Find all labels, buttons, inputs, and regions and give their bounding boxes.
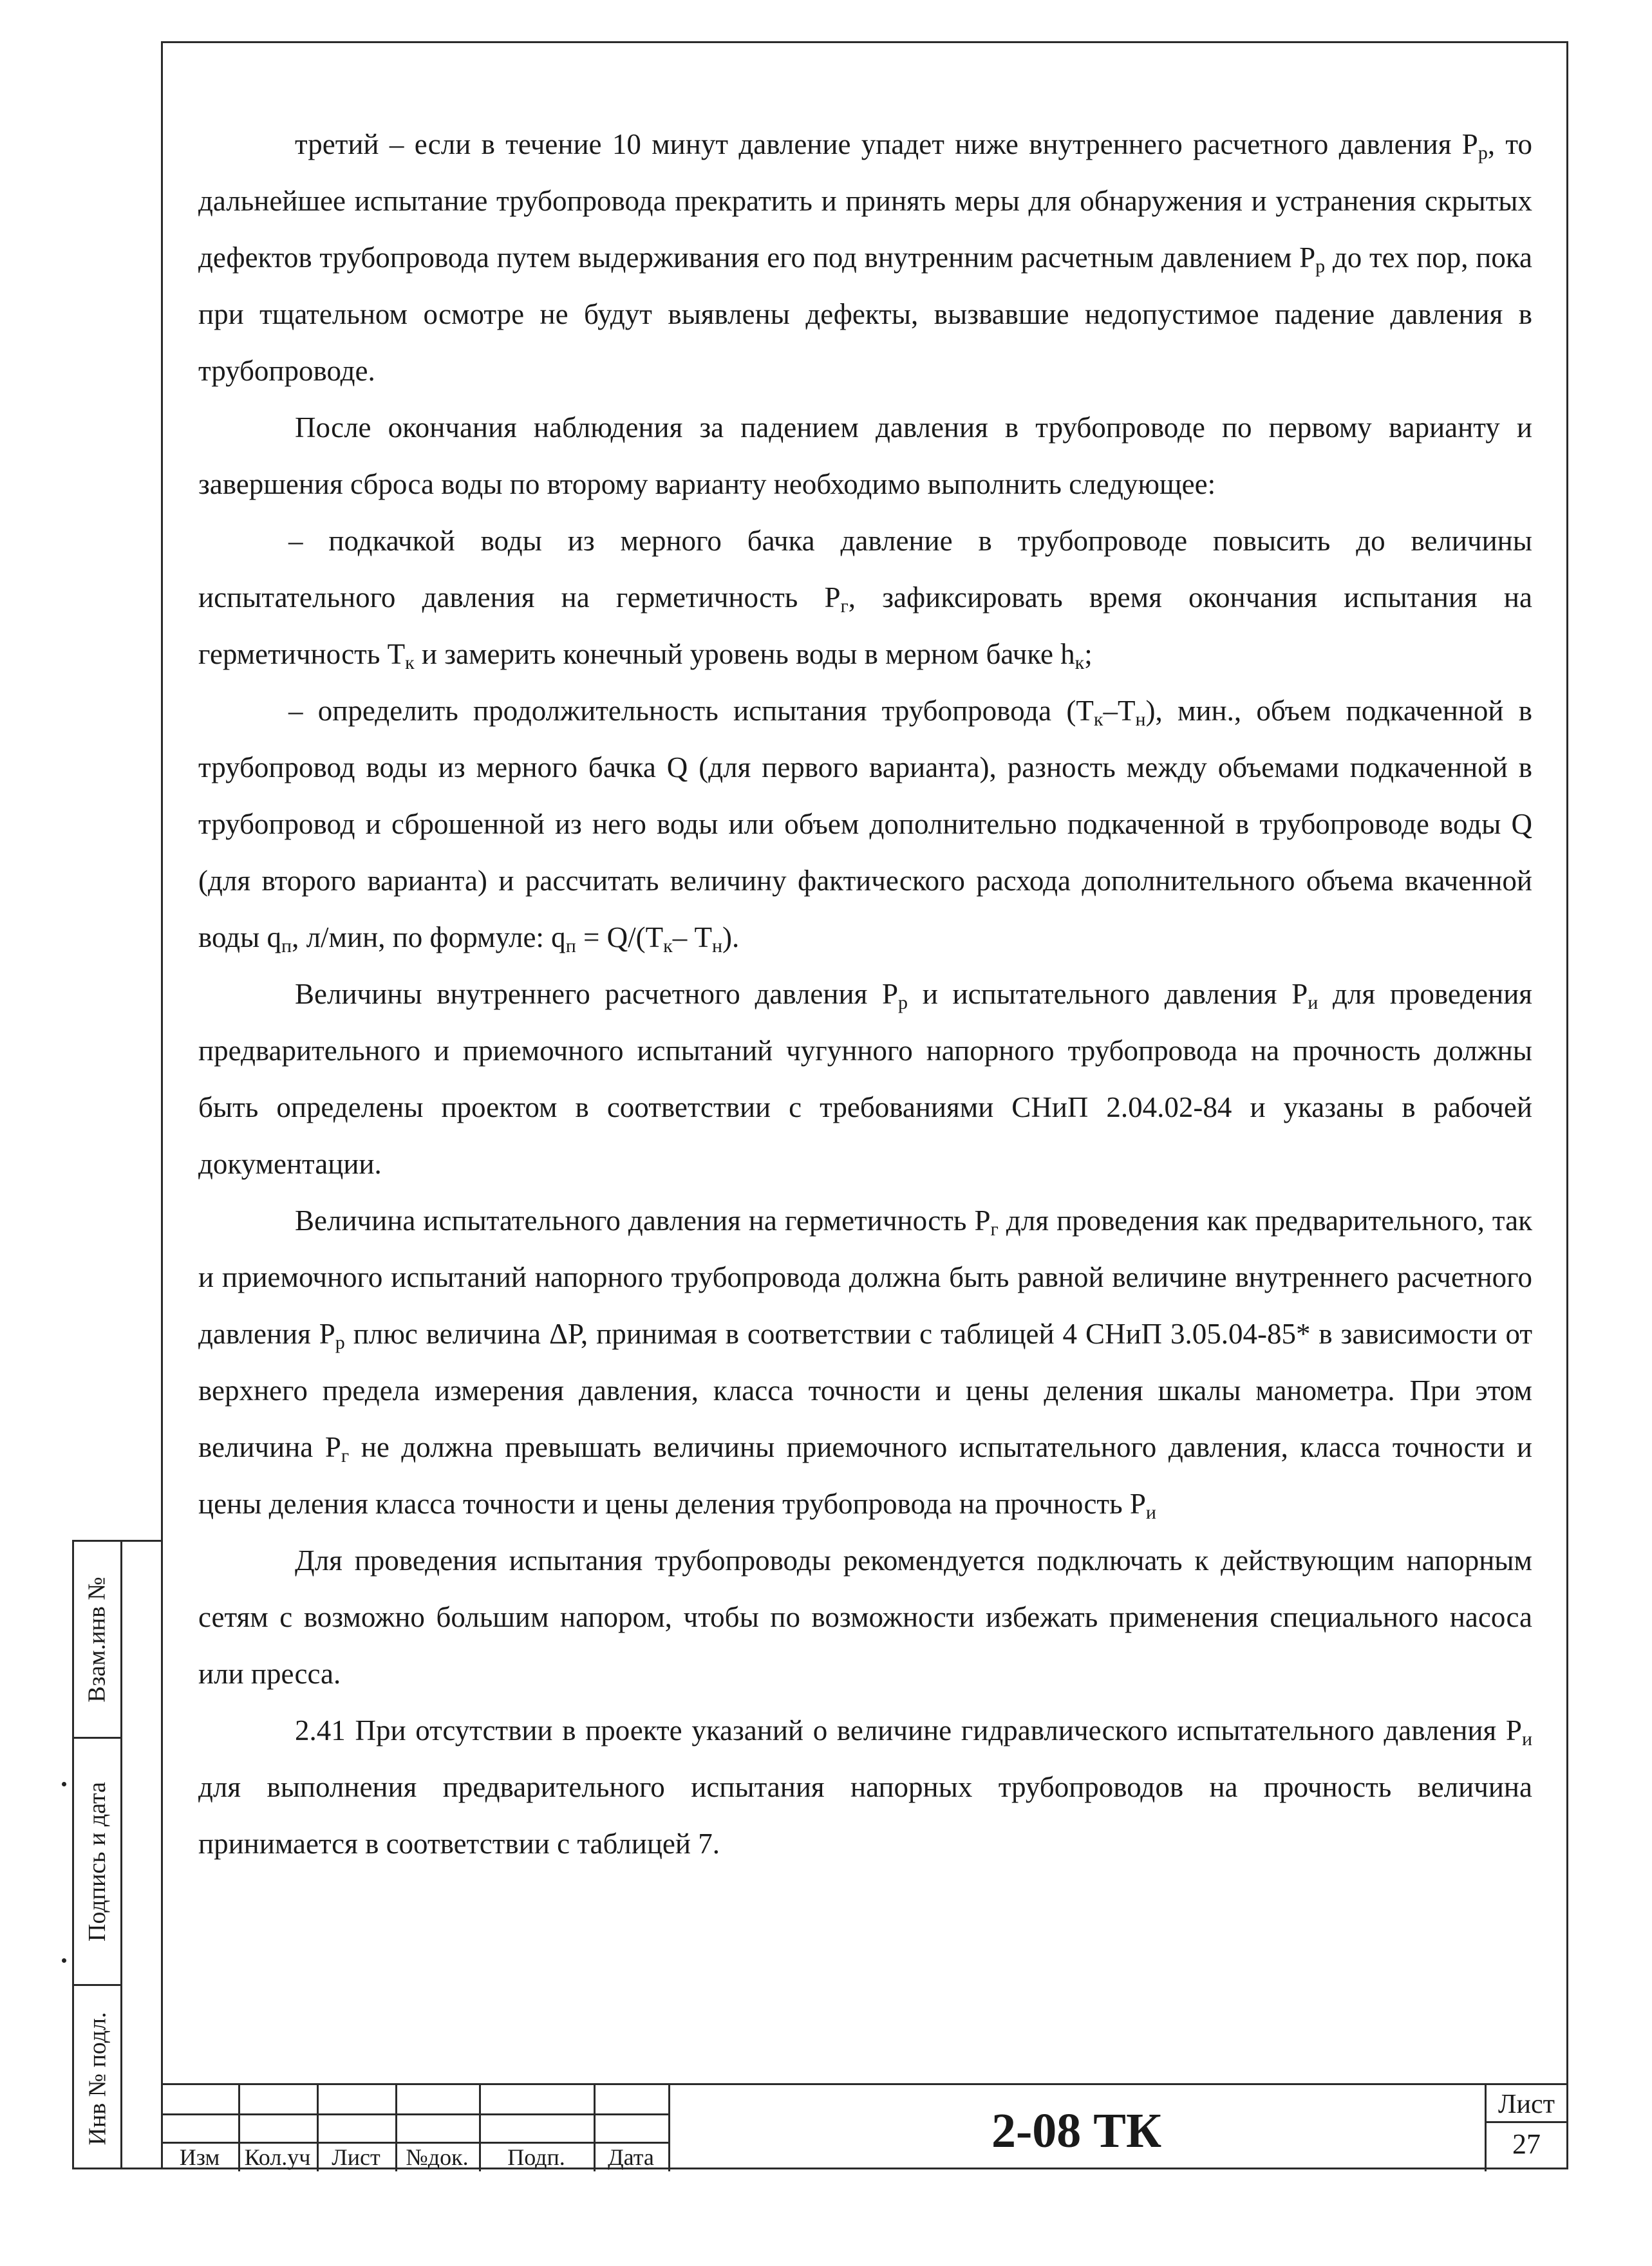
text-run: Величина испытательного давления на герметичность P bbox=[295, 1204, 991, 1237]
paragraph bbox=[198, 399, 1532, 512]
text-run: третий – если в течение 10 минут давление упадет ниже внутреннего расчетного давления P bbox=[295, 128, 1478, 160]
sheet-label: Лист bbox=[1498, 2090, 1555, 2119]
subscript: н bbox=[711, 935, 722, 957]
text-run: – T bbox=[672, 921, 712, 953]
text-run: ), мин., объем подкаченной в трубопровод воды из мерного бачка Q (для первого варианта), разность между объемами подкаченной в трубопровод и сброшенной из него воды или объем дополнительно подкаченной в трубопроводе воды Q (для второго варианта) и рассчитать величину фактического расхода дополнительного объема вкаченной воды q bbox=[198, 695, 1532, 953]
subscript: п bbox=[565, 935, 576, 957]
side-stamp-labels bbox=[74, 1542, 122, 2168]
margin-mark bbox=[62, 1782, 66, 1786]
text-run: , зафиксировать время окончания испытания на герметичность T bbox=[198, 581, 1532, 670]
column-kol-uch: Кол.уч bbox=[244, 2144, 311, 2170]
sheet-number: 27 bbox=[1512, 2128, 1541, 2160]
column-podp: Подп. bbox=[507, 2144, 565, 2170]
subscript: н bbox=[1135, 709, 1146, 730]
subscript: и bbox=[1521, 1728, 1532, 1750]
margin-mark bbox=[62, 1958, 66, 1963]
side-stamp bbox=[72, 1540, 161, 2169]
paragraph bbox=[198, 116, 1532, 399]
subscript: г bbox=[990, 1219, 999, 1240]
document-body bbox=[198, 116, 1532, 1872]
column-data: Дата bbox=[608, 2144, 654, 2170]
subscript: р bbox=[1315, 256, 1326, 277]
text-run: и замерить конечный уровень воды в мерном бачке h bbox=[414, 638, 1075, 670]
text-run: = Q/(T bbox=[576, 921, 664, 953]
subscript: и bbox=[1145, 1502, 1156, 1523]
text-run: ; bbox=[1084, 638, 1093, 670]
original-inv-cell bbox=[74, 1986, 120, 2171]
text-run: для проведения как предварительного, так и приемочного испытаний напорного трубопровода должна быть равной величине внутреннего расчетного давления P bbox=[198, 1204, 1532, 1350]
text-run: , л/мин, по формуле: q bbox=[292, 921, 566, 953]
column-list: Лист bbox=[332, 2144, 380, 2170]
signature-date-label: Подпись и дата bbox=[84, 1781, 111, 1942]
subscript: к bbox=[1075, 652, 1085, 673]
subscript: р bbox=[335, 1332, 345, 1353]
subscript: к bbox=[663, 935, 673, 957]
paragraph bbox=[198, 512, 1532, 682]
text-run: для выполнения предварительного испытания напорных трубопроводов на прочность величина принимается в соответствии с таблицей 7. bbox=[198, 1771, 1532, 1860]
paragraph bbox=[198, 966, 1532, 1192]
text-run: , то дальнейшее испытание трубопровода прекратить и принять меры для обнаружения и устранения скрытых дефектов трубопровода путем выдерживания его под внутренним расчетным давлением P bbox=[198, 128, 1532, 274]
text-run: Величины внутреннего расчетного давления P bbox=[295, 978, 899, 1010]
text-run: – подкачкой воды из мерного бачка давление в трубопроводе повысить до величины испытательного давления на герметичность P bbox=[198, 525, 1532, 613]
subscript: к bbox=[1093, 709, 1103, 730]
text-run: и испытательного давления P bbox=[908, 978, 1308, 1010]
subscript: г bbox=[840, 595, 849, 617]
original-inv-label: Инв № подл. bbox=[84, 2012, 111, 2146]
text-run: для проведения предварительного и приемочного испытаний чугунного напорного трубопровода на прочность должны быть определены проектом в соответствии с требованиями СНиП 2.04.02-84 и указаны в рабочей документации. bbox=[198, 978, 1532, 1180]
paragraph bbox=[198, 1532, 1532, 1702]
text-run: не должна превышать величины приемочного испытательного давления, класса точности и цены деления класса точности и цены деления трубопровода на прочность P bbox=[198, 1431, 1532, 1520]
text-run: ). bbox=[722, 921, 740, 953]
text-run: После окончания наблюдения за падением давления в трубопроводе по первому варианту и завершения сброса воды по второму варианту необходимо выполнить следующее: bbox=[198, 411, 1532, 500]
text-run: до тех пор, пока при тщательном осмотре не будут выявлены дефекты, вызвавшие недопустимое падение давления в трубопроводе. bbox=[198, 241, 1532, 387]
text-run: плюс величина ΔP, принимая в соответствии с таблицей 4 СНиП 3.05.04-85* в зависимости от верхнего предела измерения давления, класса точности и цены деления шкалы манометра. При этом величина P bbox=[198, 1318, 1533, 1463]
text-run: Для проведения испытания трубопроводы рекомендуется подключать к действующим напорным сетям с возможно большим напором, чтобы по возможности избежать применения специального насоса или пресса. bbox=[198, 1544, 1532, 1690]
replaced-inv-label: Взам.инв № bbox=[84, 1576, 111, 1703]
subscript: р bbox=[898, 992, 908, 1013]
text-run: –T bbox=[1103, 695, 1136, 727]
text-run: 2.41 При отсутствии в проекте указаний о величине гидравлического испытательного давления P bbox=[295, 1714, 1522, 1746]
paragraph bbox=[198, 1702, 1532, 1872]
title-block bbox=[161, 2083, 1568, 2169]
subscript: к bbox=[405, 652, 415, 673]
column-nom-doc: №док. bbox=[406, 2144, 469, 2170]
subscript: п bbox=[281, 935, 292, 957]
subscript: г bbox=[341, 1445, 350, 1466]
paragraph bbox=[198, 1192, 1532, 1532]
replaced-inv-cell bbox=[74, 1542, 120, 1739]
column-izm: Изм bbox=[179, 2144, 220, 2170]
paragraph bbox=[198, 682, 1532, 966]
signature-date-cell bbox=[74, 1739, 120, 1986]
subscript: р bbox=[1478, 142, 1488, 164]
subscript: и bbox=[1308, 992, 1319, 1013]
text-run: – определить продолжительность испытания трубопровода (T bbox=[288, 695, 1094, 727]
document-code: 2-08 ТК bbox=[991, 2104, 1162, 2158]
